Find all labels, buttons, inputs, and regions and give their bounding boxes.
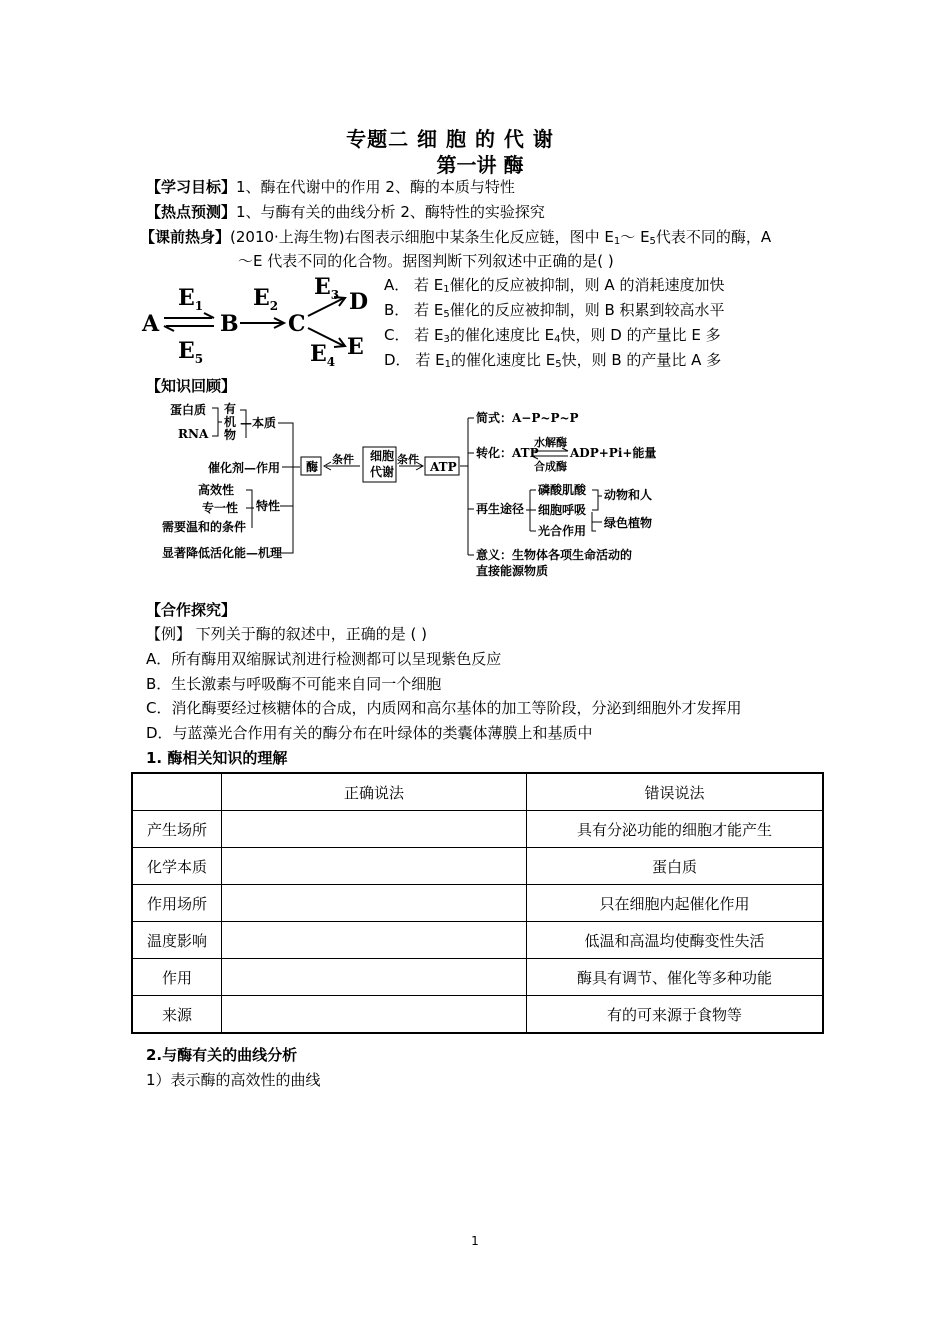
map-organic-2: 机 <box>224 415 237 429</box>
map-metabolism-1: 细胞 <box>370 449 395 463</box>
map-condition-1: 条件 <box>332 453 354 466</box>
table-cell: 具有分泌功能的细胞才能产生 <box>527 811 824 848</box>
table-header-row <box>132 773 823 811</box>
map-protein: 蛋白质 <box>170 403 207 417</box>
table-cell <box>222 848 527 885</box>
node-a: A <box>142 311 160 337</box>
table-cell <box>222 885 527 922</box>
table-cell <box>222 959 527 996</box>
map-condition-2: 条件 <box>397 453 419 466</box>
table-cell: 作用场所 <box>132 885 222 922</box>
node-b: B <box>220 311 239 337</box>
section2-1-heading: 1）表示酶的高效性的曲线 <box>146 1071 321 1089</box>
table-header-cell <box>132 773 222 811</box>
enzyme-e5: $E_5$ <box>178 338 204 366</box>
table-cell: 产生场所 <box>132 811 222 848</box>
warmup-text-1c: 代表不同的酶，A <box>655 228 772 246</box>
objectives-label: 【学习目标】 <box>146 178 237 196</box>
warmup-text-1b: ～ E <box>620 228 650 246</box>
node-e: E <box>347 334 364 360</box>
enzyme-e1: $E_1$ <box>178 285 204 313</box>
warmup-line2: ～E 代表不同的化合物。据图判断下列叙述中正确的是( ) <box>238 252 614 270</box>
enzyme-knowledge-table <box>131 772 824 1034</box>
node-c: C <box>288 311 306 337</box>
review-label: 【知识回顾】 <box>146 377 237 395</box>
warmup-option-b: B． 若 $E_5$催化的反应被抑制，则 B 积累到较高水平 <box>384 301 725 320</box>
table-cell: 来源 <box>132 996 222 1034</box>
coop-option-d: D．与蓝藻光合作用有关的酶分布在叶绿体的类囊体薄膜上和基质中 <box>146 724 593 742</box>
coop-option-a: A．所有酶用双缩脲试剂进行检测都可以呈现紫色反应 <box>146 650 502 668</box>
warmup-option-c: C． 若 $E_3$的催化速度比 $E_4$快，则 D 的产量比 E 多 <box>384 326 721 345</box>
forecast-text: 1、与酶有关的曲线分析 2、酶特性的实验探究 <box>236 203 545 221</box>
page-title: 专题二 细 胞 的 代 谢 <box>346 127 554 151</box>
coop-question: 【例】 下列关于酶的叙述中，正确的是 ( ) <box>146 625 428 643</box>
table-cell <box>222 922 527 959</box>
table-row <box>132 996 823 1034</box>
map-rna: RNA <box>178 427 209 441</box>
arrow-c-to-d <box>308 298 344 316</box>
table-cell: 化学本质 <box>132 848 222 885</box>
table-row <box>132 811 823 848</box>
map-regeneration: 再生途径 <box>476 502 525 516</box>
map-simple: 简式：A−P~P~P <box>476 411 579 425</box>
table-cell: 温度影响 <box>132 922 222 959</box>
concept-map <box>160 400 680 585</box>
warmup-label: 【课前热身】 <box>140 228 231 246</box>
map-animal: 动物和人 <box>604 488 653 502</box>
lecture-title: 第一讲 酶 <box>436 153 524 177</box>
section2-heading: 2.与酶有关的曲线分析 <box>146 1046 298 1064</box>
map-mild: 需要温和的条件 <box>162 520 247 534</box>
map-synthase: 合成酶 <box>534 460 567 473</box>
warmup-line1 <box>140 226 771 253</box>
map-organic-3: 物 <box>224 428 237 442</box>
coop-label: 【合作探究】 <box>146 601 237 619</box>
table-cell: 酶具有调节、催化等多种功能 <box>527 959 824 996</box>
map-meaning-2: 直接能源物质 <box>476 564 549 578</box>
page-number: 1 <box>471 1234 479 1248</box>
table-cell <box>222 996 527 1034</box>
warmup-sub2: 5 <box>649 236 656 247</box>
map-property: 特性 <box>256 499 281 513</box>
map-meaning-1: 意义：生物体各项生命活动的 <box>476 548 633 562</box>
map-efficiency: 高效性 <box>198 483 235 497</box>
table-cell: 蛋白质 <box>527 848 824 885</box>
table-cell <box>222 811 527 848</box>
node-d: D <box>349 289 369 315</box>
table-cell: 低温和高温均使酶变性失活 <box>527 922 824 959</box>
map-metabolism-2: 代谢 <box>370 465 395 479</box>
map-convert: 转化：ATP <box>476 446 539 460</box>
objectives-text: 1、酶在代谢中的作用 2、酶的本质与特性 <box>236 178 515 196</box>
table-header-cell: 正确说法 <box>222 773 527 811</box>
table-row <box>132 885 823 922</box>
reaction-chain-diagram <box>138 276 378 372</box>
map-catalyst: 催化剂—作用 <box>208 461 281 475</box>
table-cell: 只在细胞内起催化作用 <box>527 885 824 922</box>
enzyme-e3: $E_3$ <box>314 276 340 302</box>
map-atp: ATP <box>430 460 457 474</box>
map-specificity: 专一性 <box>202 501 239 515</box>
table-row <box>132 848 823 885</box>
forecast-label: 【热点预测】 <box>146 203 237 221</box>
table-cell: 作用 <box>132 959 222 996</box>
map-hydrolase: 水解酶 <box>534 436 567 449</box>
warmup-text-1a: (2010·上海生物)右图表示细胞中某条生化反应链，图中 E <box>230 228 614 246</box>
table-row <box>132 959 823 996</box>
coop-option-b: B．生长激素与呼吸酶不可能来自同一个细胞 <box>146 675 442 693</box>
objectives <box>146 176 515 198</box>
enzyme-e2: $E_2$ <box>253 285 279 313</box>
map-organic-1: 有 <box>224 402 237 416</box>
table-header-cell: 错误说法 <box>527 773 824 811</box>
enzyme-e4: $E_4$ <box>310 341 336 369</box>
map-creatine: 磷酸肌酸 <box>538 483 587 497</box>
warmup-option-d: D． 若 $E_1$的催化速度比 $E_5$快，则 B 的产量比 A 多 <box>384 351 722 370</box>
coop-option-c: C．消化酶要经过核糖体的合成，内质网和高尔基体的加工等阶段，分泌到细胞外才发挥用 <box>146 699 742 717</box>
warmup-sub1: 1 <box>613 236 621 247</box>
map-mechanism: 显著降低活化能—机理 <box>162 546 283 560</box>
map-plant: 绿色植物 <box>604 516 653 530</box>
section1-heading: 1. 酶相关知识的理解 <box>146 749 288 767</box>
map-respiration: 细胞呼吸 <box>538 503 587 517</box>
forecast <box>146 201 545 223</box>
map-products: ADP+Pi+能量 <box>570 446 657 460</box>
warmup-option-a: A． 若 $E_1$催化的反应被抑制，则 A 的消耗速度加快 <box>384 276 725 295</box>
map-nature: —本质 <box>240 416 277 430</box>
map-photosynthesis: 光合作用 <box>538 524 587 538</box>
table-cell: 有的可来源于食物等 <box>527 996 824 1034</box>
table-row <box>132 922 823 959</box>
map-enzyme: 酶 <box>306 460 319 474</box>
